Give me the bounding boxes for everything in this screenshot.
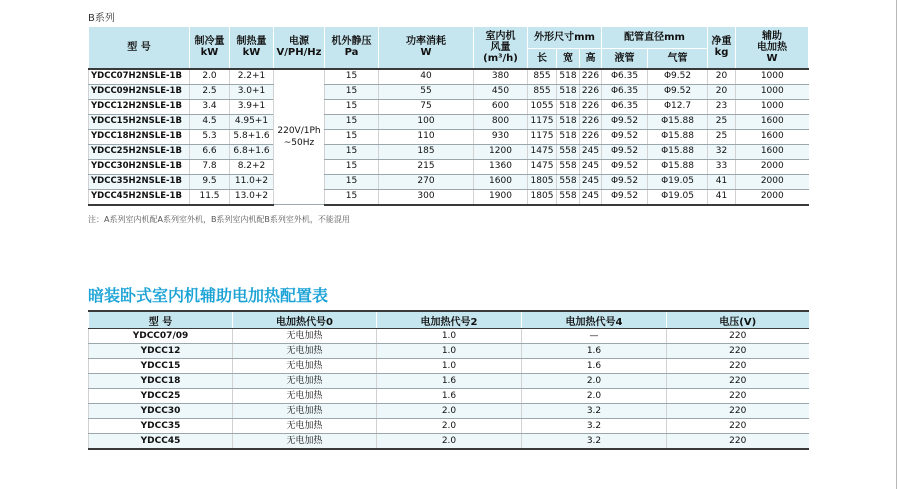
cell-voltage: 220 [667, 389, 809, 404]
spec-table [88, 26, 809, 206]
cell-model: YDCC12H2NSLE-1B [89, 99, 190, 114]
table-row [89, 129, 809, 144]
cell-model: YDCC15H2NSLE-1B [89, 114, 190, 129]
cell-consumption: 270 [379, 174, 474, 189]
cell-length: 1055 [528, 99, 557, 114]
cell-model: YDCC30 [89, 404, 233, 419]
cell-model: YDCC18H2NSLE-1B [89, 129, 190, 144]
header-heating: 制热量 kW [230, 27, 274, 69]
cell-heater-code-0: 无电加热 [233, 434, 377, 450]
table-row [89, 84, 809, 99]
cell-length: 1805 [528, 174, 557, 189]
header-pipe: 配管直径mm [602, 27, 708, 49]
cell-weight: 25 [708, 129, 736, 144]
cell-height: 245 [580, 144, 602, 159]
cell-gas-pipe: Φ15.88 [648, 144, 708, 159]
table-row [89, 344, 809, 359]
cell-model: YDCC07/09 [89, 329, 233, 344]
cell-consumption: 100 [379, 114, 474, 129]
cell-model: YDCC45 [89, 434, 233, 450]
cell-heating: 4.95+1 [230, 114, 274, 129]
cell-length: 1805 [528, 189, 557, 205]
cell-airflow: 450 [474, 84, 528, 99]
header-voltage: 电压(V) [667, 311, 809, 329]
cell-aux-heat: 1000 [736, 84, 809, 99]
table-row [89, 189, 809, 205]
cell-height: 226 [580, 114, 602, 129]
cell-height: 245 [580, 159, 602, 174]
cell-length: 1175 [528, 114, 557, 129]
header-airflow: 室内机 风量 (m³/h) [474, 27, 528, 69]
table-row [89, 389, 809, 404]
cell-liquid-pipe: Φ6.35 [602, 69, 648, 85]
cell-heater-code-4: 3.2 [522, 419, 667, 434]
header-width: 宽 [557, 49, 580, 69]
cell-airflow: 930 [474, 129, 528, 144]
cell-height: 245 [580, 174, 602, 189]
table-row [89, 404, 809, 419]
cell-model: YDCC25 [89, 389, 233, 404]
cell-consumption: 185 [379, 144, 474, 159]
cell-liquid-pipe: Φ9.52 [602, 129, 648, 144]
cell-heater-code-2: 2.0 [377, 404, 522, 419]
cell-airflow: 1900 [474, 189, 528, 205]
cell-model: YDCC07H2NSLE-1B [89, 69, 190, 85]
cell-length: 1175 [528, 129, 557, 144]
cell-voltage: 220 [667, 374, 809, 389]
cell-static-pressure: 15 [325, 99, 379, 114]
header-gas-pipe: 气管 [648, 49, 708, 69]
cell-liquid-pipe: Φ9.52 [602, 159, 648, 174]
cell-height: 245 [580, 189, 602, 205]
table-row [89, 114, 809, 129]
cell-weight: 20 [708, 69, 736, 85]
cell-voltage: 220 [667, 344, 809, 359]
cell-cooling: 7.8 [190, 159, 230, 174]
cell-static-pressure: 15 [325, 84, 379, 99]
cell-aux-heat: 2000 [736, 174, 809, 189]
cell-length: 1475 [528, 159, 557, 174]
heater-table-body [89, 329, 809, 450]
compatibility-note: 注：A系列室内机配A系列室外机，B系列室内机配B系列室外机，不能混用 [88, 215, 350, 224]
cell-weight: 20 [708, 84, 736, 99]
cell-static-pressure: 15 [325, 174, 379, 189]
table-row [89, 359, 809, 374]
cell-consumption: 110 [379, 129, 474, 144]
header-heater-code-0: 电加热代号0 [233, 311, 377, 329]
cell-cooling: 3.4 [190, 99, 230, 114]
cell-heating: 11.0+2 [230, 174, 274, 189]
cell-heating: 13.0+2 [230, 189, 274, 205]
cell-cooling: 2.0 [190, 69, 230, 85]
cell-heating: 3.0+1 [230, 84, 274, 99]
cell-width: 558 [557, 159, 580, 174]
cell-cooling: 4.5 [190, 114, 230, 129]
header-liquid-pipe: 液管 [602, 49, 648, 69]
cell-heater-code-2: 2.0 [377, 419, 522, 434]
cell-voltage: 220 [667, 404, 809, 419]
header-height: 高 [580, 49, 602, 69]
cell-airflow: 1200 [474, 144, 528, 159]
cell-liquid-pipe: Φ6.35 [602, 99, 648, 114]
cell-weight: 33 [708, 159, 736, 174]
header-heater-code-4: 电加热代号4 [522, 311, 667, 329]
cell-weight: 23 [708, 99, 736, 114]
header-aux-heat: 辅助 电加热 W [736, 27, 809, 69]
cell-liquid-pipe: Φ9.52 [602, 174, 648, 189]
cell-gas-pipe: Φ15.88 [648, 129, 708, 144]
cell-aux-heat: 1600 [736, 129, 809, 144]
cell-aux-heat: 1600 [736, 144, 809, 159]
cell-model: YDCC15 [89, 359, 233, 374]
cell-heater-code-2: 1.0 [377, 329, 522, 344]
cell-gas-pipe: Φ15.88 [648, 114, 708, 129]
cell-cooling: 2.5 [190, 84, 230, 99]
cell-heating: 5.8+1.6 [230, 129, 274, 144]
header-cooling: 制冷量 kW [190, 27, 230, 69]
cell-width: 518 [557, 84, 580, 99]
cell-heater-code-2: 2.0 [377, 434, 522, 450]
cell-model: YDCC45H2NSLE-1B [89, 189, 190, 205]
cell-length: 855 [528, 84, 557, 99]
cell-static-pressure: 15 [325, 189, 379, 205]
heater-section-title: 暗装卧式室内机辅助电加热配置表 [88, 286, 329, 305]
cell-gas-pipe: Φ9.52 [648, 84, 708, 99]
cell-liquid-pipe: Φ9.52 [602, 114, 648, 129]
cell-airflow: 380 [474, 69, 528, 85]
spec-table-body [89, 69, 809, 205]
cell-heater-code-0: 无电加热 [233, 344, 377, 359]
cell-voltage: 220 [667, 329, 809, 344]
cell-heater-code-4: 1.6 [522, 359, 667, 374]
cell-heating: 6.8+1.6 [230, 144, 274, 159]
cell-height: 226 [580, 84, 602, 99]
cell-cooling: 9.5 [190, 174, 230, 189]
cell-length: 1475 [528, 144, 557, 159]
cell-heater-code-0: 无电加热 [233, 359, 377, 374]
header-consumption: 功率消耗 W [379, 27, 474, 69]
cell-model: YDCC09H2NSLE-1B [89, 84, 190, 99]
cell-airflow: 1360 [474, 159, 528, 174]
cell-weight: 41 [708, 189, 736, 205]
cell-heater-code-4: 2.0 [522, 389, 667, 404]
cell-model: YDCC30H2NSLE-1B [89, 159, 190, 174]
header-dimensions: 外形尺寸mm [528, 27, 602, 49]
cell-airflow: 800 [474, 114, 528, 129]
cell-consumption: 55 [379, 84, 474, 99]
cell-voltage: 220 [667, 434, 809, 450]
cell-airflow: 1600 [474, 174, 528, 189]
cell-gas-pipe: Φ12.7 [648, 99, 708, 114]
table-row [89, 99, 809, 114]
cell-aux-heat: 1600 [736, 114, 809, 129]
cell-liquid-pipe: Φ9.52 [602, 144, 648, 159]
cell-width: 558 [557, 144, 580, 159]
cell-heating: 8.2+2 [230, 159, 274, 174]
cell-weight: 25 [708, 114, 736, 129]
table-row [89, 69, 809, 85]
cell-gas-pipe: Φ19.05 [648, 189, 708, 205]
cell-width: 518 [557, 114, 580, 129]
cell-voltage: 220 [667, 359, 809, 374]
header-heater-code-2: 电加热代号2 [377, 311, 522, 329]
table-row [89, 419, 809, 434]
cell-heater-code-4: 1.6 [522, 344, 667, 359]
cell-gas-pipe: Φ9.52 [648, 69, 708, 85]
cell-cooling: 11.5 [190, 189, 230, 205]
header-heater-model: 型 号 [89, 311, 233, 329]
page-edge-line [896, 0, 897, 489]
cell-liquid-pipe: Φ6.35 [602, 84, 648, 99]
cell-width: 518 [557, 129, 580, 144]
cell-cooling: 5.3 [190, 129, 230, 144]
cell-static-pressure: 15 [325, 114, 379, 129]
cell-heater-code-4: 3.2 [522, 434, 667, 450]
cell-heater-code-2: 1.6 [377, 389, 522, 404]
cell-heater-code-0: 无电加热 [233, 329, 377, 344]
header-length: 长 [528, 49, 557, 69]
cell-gas-pipe: Φ19.05 [648, 174, 708, 189]
cell-aux-heat: 1000 [736, 99, 809, 114]
cell-model: YDCC35H2NSLE-1B [89, 174, 190, 189]
cell-height: 226 [580, 99, 602, 114]
table-row [89, 329, 809, 344]
section-label: B系列 [88, 13, 115, 24]
cell-heater-code-0: 无电加热 [233, 389, 377, 404]
cell-heating: 2.2+1 [230, 69, 274, 85]
cell-heater-code-0: 无电加热 [233, 374, 377, 389]
cell-heater-code-2: 1.6 [377, 374, 522, 389]
cell-heater-code-2: 1.0 [377, 344, 522, 359]
cell-model: YDCC35 [89, 419, 233, 434]
cell-model: YDCC18 [89, 374, 233, 389]
cell-static-pressure: 15 [325, 144, 379, 159]
cell-height: 226 [580, 69, 602, 85]
cell-heater-code-4: 3.2 [522, 404, 667, 419]
table-row [89, 159, 809, 174]
header-static-pressure: 机外静压 Pa [325, 27, 379, 69]
cell-power-supply: 220V/1Ph ~50Hz [274, 69, 325, 205]
cell-airflow: 600 [474, 99, 528, 114]
cell-heater-code-4: — [522, 329, 667, 344]
cell-aux-heat: 1000 [736, 69, 809, 85]
table-row [89, 434, 809, 450]
cell-liquid-pipe: Φ9.52 [602, 189, 648, 205]
table-row [89, 174, 809, 189]
cell-aux-heat: 2000 [736, 189, 809, 205]
cell-cooling: 6.6 [190, 144, 230, 159]
cell-heater-code-0: 无电加热 [233, 419, 377, 434]
cell-width: 518 [557, 99, 580, 114]
cell-gas-pipe: Φ15.88 [648, 159, 708, 174]
cell-width: 518 [557, 69, 580, 85]
cell-consumption: 40 [379, 69, 474, 85]
cell-model: YDCC12 [89, 344, 233, 359]
header-power: 电源 V/PH/Hz [274, 27, 325, 69]
cell-static-pressure: 15 [325, 69, 379, 85]
cell-voltage: 220 [667, 419, 809, 434]
cell-model: YDCC25H2NSLE-1B [89, 144, 190, 159]
cell-heater-code-2: 1.0 [377, 359, 522, 374]
header-model: 型 号 [89, 27, 190, 69]
cell-aux-heat: 2000 [736, 159, 809, 174]
cell-width: 558 [557, 189, 580, 205]
cell-length: 855 [528, 69, 557, 85]
cell-heater-code-4: 2.0 [522, 374, 667, 389]
cell-heater-code-0: 无电加热 [233, 404, 377, 419]
cell-static-pressure: 15 [325, 129, 379, 144]
cell-height: 226 [580, 129, 602, 144]
cell-width: 558 [557, 174, 580, 189]
cell-weight: 32 [708, 144, 736, 159]
cell-static-pressure: 15 [325, 159, 379, 174]
table-row [89, 144, 809, 159]
header-weight: 净重 kg [708, 27, 736, 69]
table-row [89, 374, 809, 389]
cell-consumption: 215 [379, 159, 474, 174]
heater-table [88, 310, 809, 450]
cell-heating: 3.9+1 [230, 99, 274, 114]
cell-weight: 41 [708, 174, 736, 189]
cell-consumption: 300 [379, 189, 474, 205]
cell-consumption: 75 [379, 99, 474, 114]
